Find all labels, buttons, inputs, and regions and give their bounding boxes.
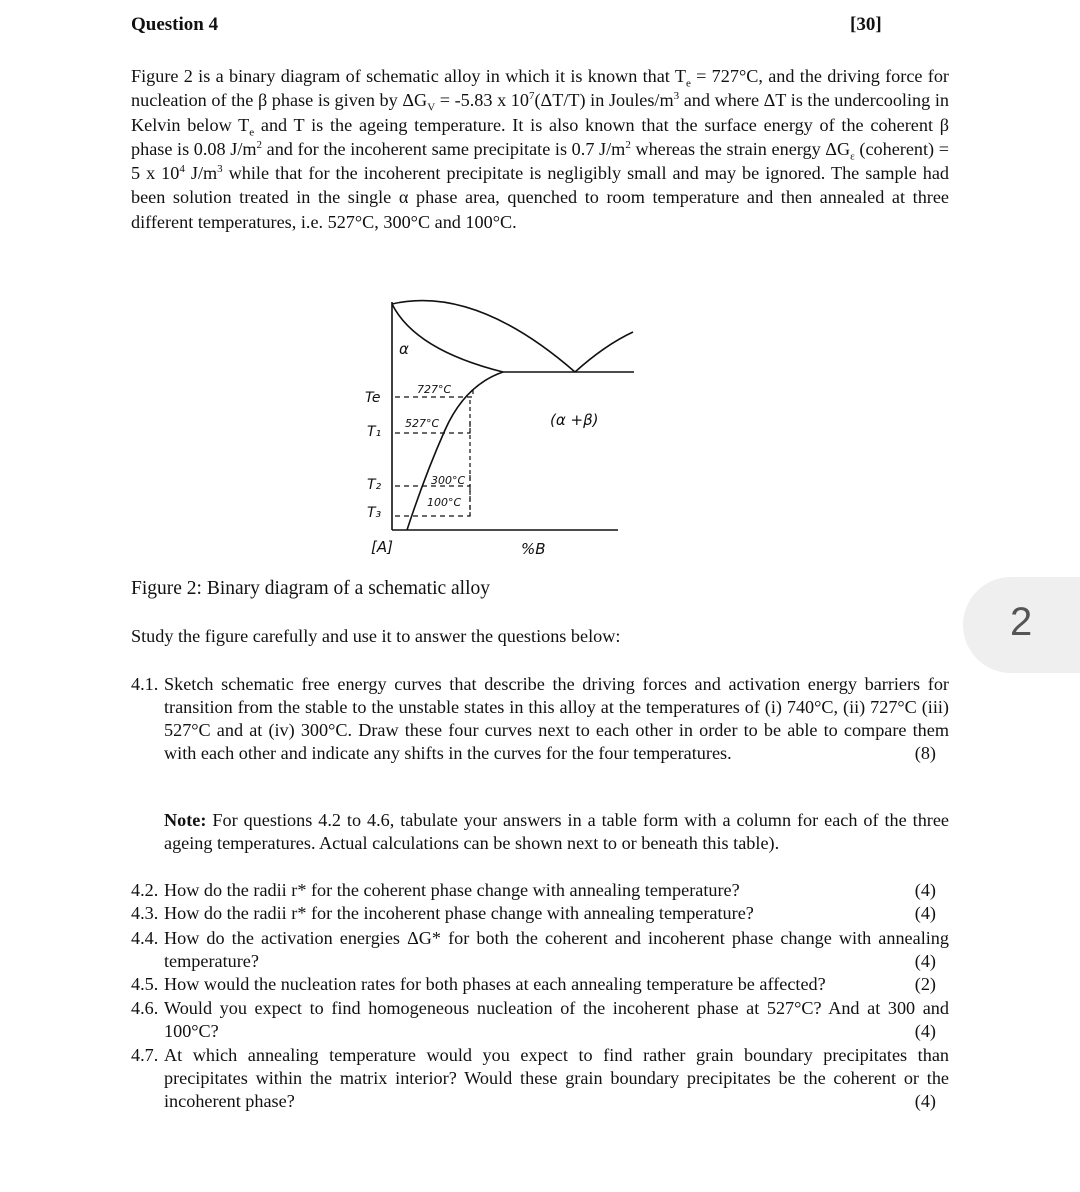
question-number: 4.1.	[131, 674, 159, 694]
instructions-text: Study the figure carefully and use it to answer the questions below:	[131, 626, 621, 646]
page-number: 2	[1010, 600, 1033, 644]
question-4-3	[131, 902, 949, 925]
question-number: 4.7.	[131, 1045, 159, 1065]
question-marks: (4)	[914, 1021, 936, 1041]
question-number: 4.6.	[131, 998, 159, 1018]
question-number: 4.5.	[131, 974, 159, 994]
t1-label: T₁	[367, 424, 382, 440]
note-label: Note:	[164, 810, 207, 830]
question-4-4	[131, 927, 949, 973]
question-text: How would the nucleation rates for both phases at each annealing temperature be affected?	[164, 974, 826, 994]
t2-label: T₂	[367, 477, 382, 493]
question-text: How do the activation energies ΔG* for both the coherent and incoherent phase change with annealing temperature?	[164, 928, 949, 971]
question-text: How do the radii r* for the coherent phase change with annealing temperature?	[164, 880, 740, 900]
question-marks: (8)	[914, 743, 936, 763]
t300-label: 300°C	[431, 474, 466, 487]
intro-paragraph: Figure 2 is a binary diagram of schematic alloy in which it is known that $T_e = 727^\circ C$, and the driving force for nucleation of the β phase is given by $\Delta G_V = -5.83$ x $10^7(\Delta T/T)$ in Joules/$m^3$ and where ΔT is the undercooling in Kelvin below $T_e$ and T is the ageing temperature. It is also known that the surface energy of the coherent β phase is 0.08 $J/m^2$ and for the incoherent same precipitate is 0.7 $J/m^2$ whereas the strain energy $\Delta G_\varepsilon$ (coherent) = 5 x $10^4$ $J/m^3$ while that for the incoherent precipitate is negligibly small and may be ignored. The sample had been solution treated in the single α phase area, quenched to room temperature and then annealed at three different temperatures, i.e. 527°C, 300°C and 100°C.	[131, 66, 950, 232]
question-total-marks: [30]	[850, 14, 882, 35]
t727-label: 727°C	[417, 383, 452, 396]
question-4-7	[131, 1044, 949, 1113]
question-text: Would you expect to find homogeneous nucleation of the incoherent phase at 527°C? And at 300 and 100°C?	[164, 998, 949, 1041]
note	[164, 809, 949, 855]
question-text: How do the radii r* for the incoherent phase change with annealing temperature?	[164, 903, 754, 923]
question-marks: (4)	[914, 951, 936, 971]
right-liquidus	[575, 332, 633, 372]
question-number: 4.3.	[131, 903, 159, 923]
question-text: Sketch schematic free energy curves that describe the driving forces and activation energy barriers for transition from the stable to the unstable states in this alloy at the temperatures of (i) 740°C, (ii) 727°C (iii) 527°C and at (iv) 300°C. Draw these four curves next to each other in order to be able to compare them with each other and indicate any shifts in the curves for the four temperatures.	[164, 674, 949, 763]
t527-label: 527°C	[405, 417, 440, 430]
question-4-5	[131, 973, 949, 996]
question-4-1	[131, 673, 949, 765]
question-marks: (2)	[914, 974, 936, 994]
te-label: Te	[365, 390, 381, 406]
percent-b-label: %B	[521, 540, 546, 558]
phase-diagram	[355, 290, 655, 565]
question-number: 4.4.	[131, 928, 159, 948]
question-text: At which annealing temperature would you expect to find rather grain boundary precipitates than precipitates within the matrix interior? Would these grain boundary precipitates be the coherent or the incoherent phase?	[164, 1045, 949, 1111]
t100-label: 100°C	[427, 496, 462, 509]
question-number: 4.2.	[131, 880, 159, 900]
t3-label: T₃	[367, 505, 382, 521]
question-title: Question 4	[131, 14, 219, 35]
question-marks: (4)	[914, 1091, 936, 1111]
question-4-2	[131, 879, 949, 902]
question-marks: (4)	[914, 903, 936, 923]
component-a-label: [A]	[371, 538, 393, 556]
alpha-label: α	[399, 340, 409, 358]
question-marks: (4)	[914, 880, 936, 900]
figure-caption: Figure 2: Binary diagram of a schematic alloy	[131, 578, 491, 599]
question-4-6	[131, 997, 949, 1043]
two-phase-label: (α +β)	[550, 411, 599, 429]
note-text: For questions 4.2 to 4.6, tabulate your answers in a table form with a column for each of the three ageing temperatures. Actual calculations can be shown next to or beneath this table).	[164, 810, 949, 853]
